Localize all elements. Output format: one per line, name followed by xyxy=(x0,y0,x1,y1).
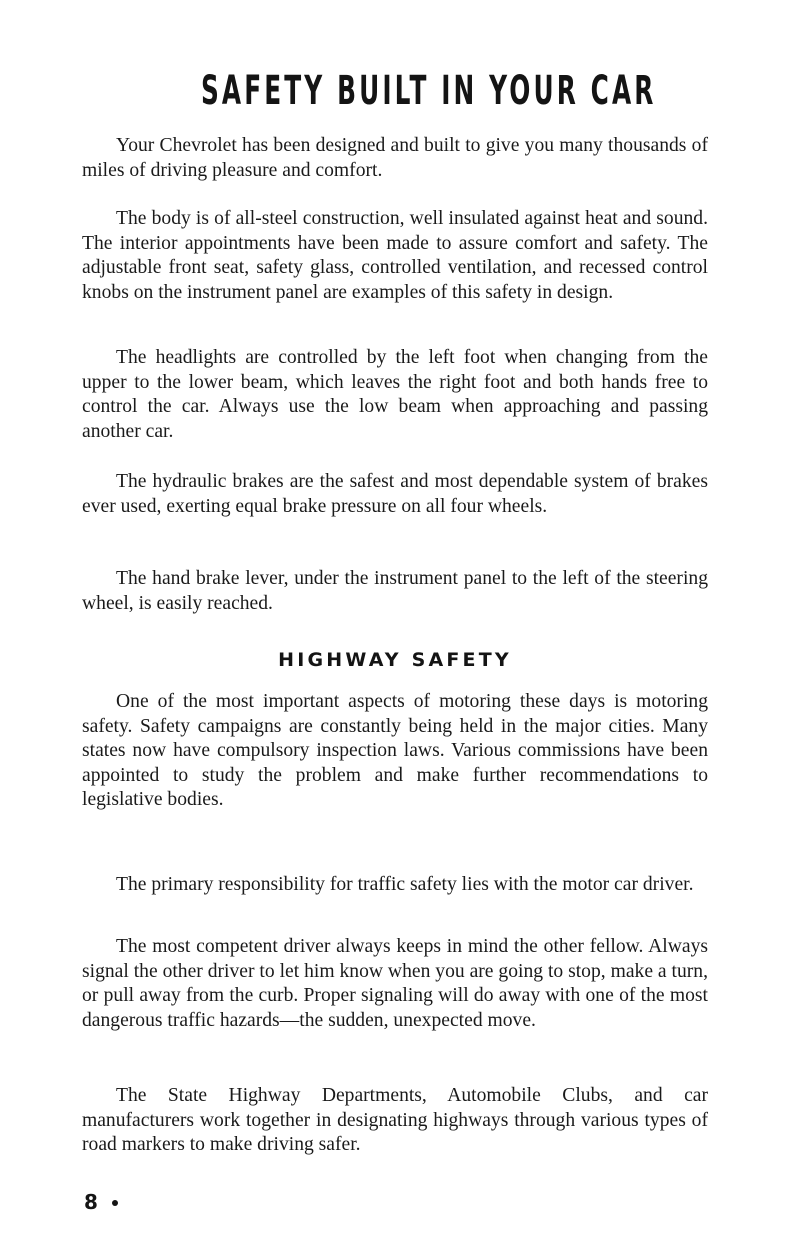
bullet-icon xyxy=(112,1200,118,1206)
paragraph-driver-responsibility: The primary responsibility for traffic safety lies with the motor car driver. xyxy=(116,874,694,895)
paragraph-headlights: The headlights are controlled by the left foot when changing from the upper to the lower beam, which leaves the right foot and both hands free to control the car. Always use the low beam when approaching and passing another car. xyxy=(82,347,708,442)
page-number: 8 xyxy=(84,1190,98,1214)
section-heading-highway-safety: HIGHWAY SAFETY xyxy=(278,649,512,671)
paragraph-competent-driver: The most competent driver always keeps in mind the other fellow. Always signal the other driver to let him know when you are going to stop, make a turn, or pull away from the curb. Proper signaling will do away with one of the most dangerous traffic hazards—the sudden, unexpected move. xyxy=(82,936,708,1031)
paragraph-hydraulic-brakes: The hydraulic brakes are the safest and most dependable system of brakes ever used, exerting equal brake pressure on all four wheels. xyxy=(82,471,708,517)
page-title: SAFETY BUILT IN YOUR CAR xyxy=(200,68,657,114)
paragraph-body-construction: The body is of all-steel construction, well insulated against heat and sound. The interior appointments have been made to assure comfort and safety. The adjustable front seat, safety glass, controlled ventilation, and recessed control knobs on the instrument panel are examples of this safety in design. xyxy=(82,208,708,303)
paragraph-road-markers: The State Highway Departments, Automobile Clubs, and car manufacturers work together in designating highways through various types of road markers to make driving safer. xyxy=(82,1085,708,1156)
paragraph-intro: Your Chevrolet has been designed and built to give you many thousands of miles of driving pleasure and comfort. xyxy=(82,135,708,181)
paragraph-motoring-safety: One of the most important aspects of motoring these days is motoring safety. Safety campaigns are constantly being held in the major cities. Many states now have compulsory inspection laws. Various commissions have been appointed to study the problem and make further recommendations to legislative bodies. xyxy=(82,691,708,811)
paragraph-hand-brake: The hand brake lever, under the instrument panel to the left of the steering wheel, is easily reached. xyxy=(82,568,708,614)
